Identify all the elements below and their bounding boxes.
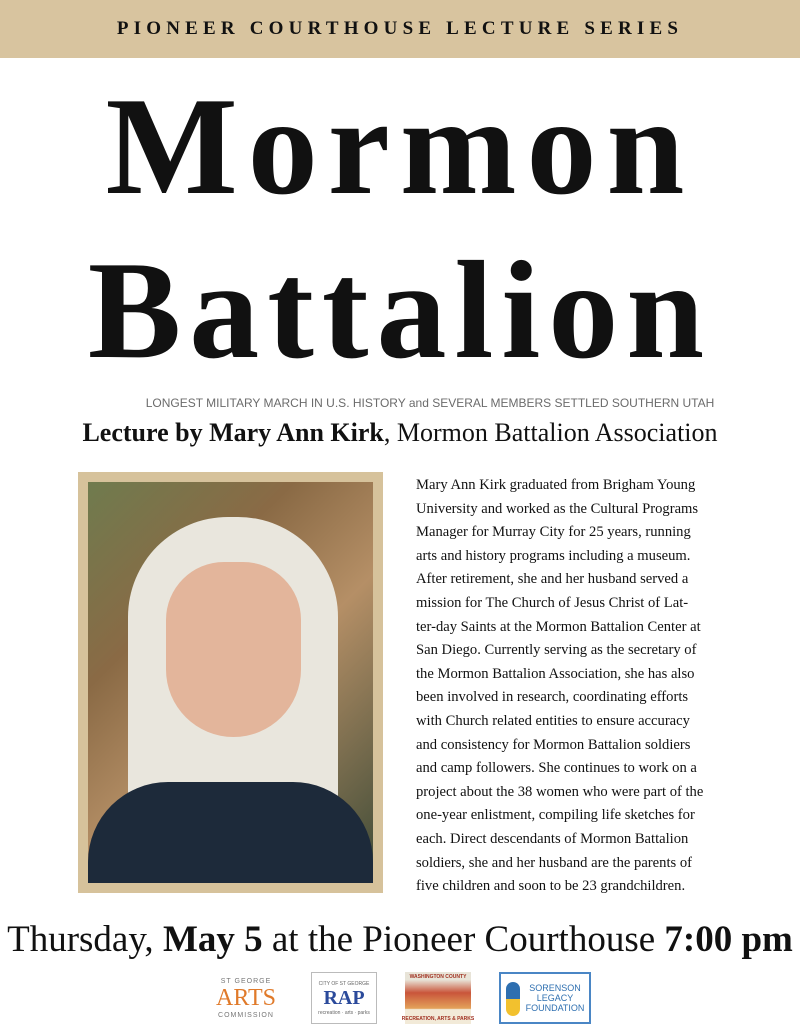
portrait-face: [166, 562, 301, 737]
arts-logo-top: ST GEORGE: [220, 977, 272, 985]
event-details: [0, 918, 800, 962]
arts-logo-main: ARTS: [216, 984, 276, 1011]
sorenson-legacy-logo: [499, 972, 591, 1024]
subtitle: LONGEST MILITARY MARCH IN U.S. HISTORY and SEVERAL MEMBERS SETTLED SOUTHERN UTAH: [145, 396, 715, 410]
lecturer-affiliation: , Mormon Battalion Association: [383, 418, 718, 447]
arts-commission-logo: [209, 972, 283, 1024]
title-line-2: Battalion: [87, 233, 713, 388]
sorenson-swoosh-icon: [506, 982, 520, 1016]
series-title: PIONEER COURTHOUSE LECTURE SERIES: [116, 18, 684, 39]
sorenson-line-1: SORENSON: [529, 983, 581, 993]
photo-frame: [78, 472, 383, 893]
county-logo-bottom: RECREATION, ARTS & PARKS: [401, 1016, 475, 1022]
sorenson-line-2: LEGACY: [536, 993, 574, 1003]
washington-county-logo: [401, 972, 475, 1024]
event-date: May 5: [162, 919, 263, 960]
arts-logo-bottom: COMMISSION: [218, 1011, 274, 1019]
portrait-photo: [88, 482, 373, 883]
lecturer-name: Lecture by Mary Ann Kirk: [82, 418, 384, 447]
lecturer-line: [0, 418, 800, 448]
rap-logo-bottom: recreation · arts · parks: [318, 1009, 370, 1016]
title-line-1: Mormon: [105, 69, 695, 224]
sorenson-line-3: FOUNDATION: [525, 1003, 585, 1013]
series-banner: [0, 0, 800, 58]
rap-logo: [311, 972, 377, 1024]
rap-logo-main: RAP: [323, 986, 365, 1009]
rap-logo-top: CITY OF ST GEORGE: [318, 980, 370, 987]
county-logo-top: WASHINGTON COUNTY: [409, 974, 467, 980]
portrait-shirt: [88, 782, 373, 883]
sponsor-logos: [0, 972, 800, 1024]
event-time: 7:00 pm: [664, 919, 793, 960]
speaker-bio: Mary Ann Kirk graduated from Brigham Young University and worked as the Cultural Programs Manager for Murray City for 25 years, running arts and history programs including a museum. After retirement, she and her husband served a mission for The Church of Jesus Christ of Lat- ter-day Saints at the Mormon Battalion Center at San Diego. Currently serving as the secretary of the Mormon Battalion Association, she has also been involved in research, coordinating efforts with Church related entities to ensure accuracy and consistency for Mormon Battalion soldiers and camp followers. She continues to work on a project about the 38 women who were part of the one-year enlistment, compiling life sketches for each. Direct descendants of Mormon Battalion soldiers, she and her husband are the parents of five children and soon to be 23 grandchildren.: [416, 477, 704, 895]
event-day: Thursday,: [7, 919, 163, 960]
event-place: at the Pioneer Courthouse: [262, 919, 665, 960]
